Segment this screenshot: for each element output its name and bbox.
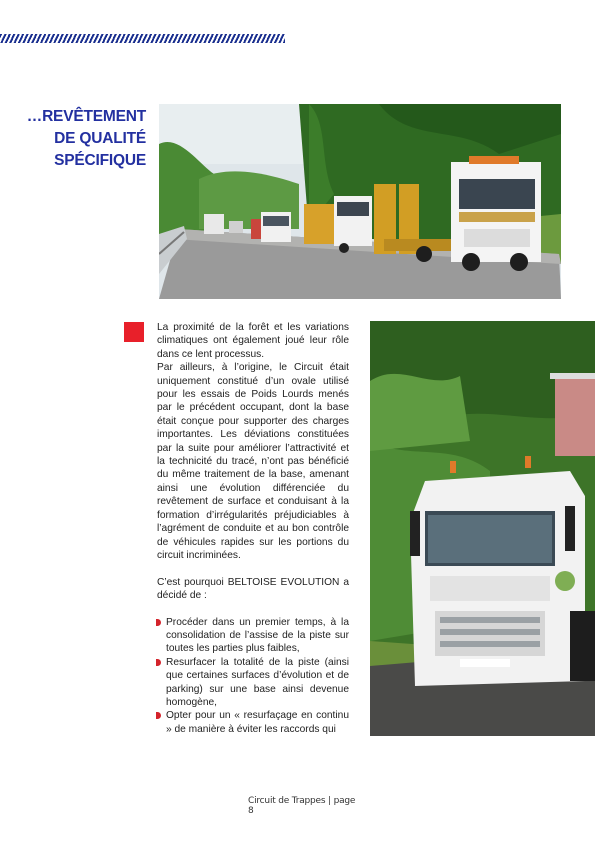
paragraph: Par ailleurs, à l’origine, le Circuit était uniquement constitué d’un ovale utilisé pour les essais de Poids Lourds menés par le précédent occupant, dont la base était conçue pour supporter des charges importantes. Les déviations constituées par la suite pour améliorer l’attractivité et la technicité du tracé, n’ont pas bénéficié du même traitement de la base, amenant ainsi une évolution différenciée du revêtement de surface et conduisant à la formation d’irrégularités préjudiciables à l’agrément de conduite et au bon contrôle de véhicules rapides sur les portions du circuit incriminées. (157, 362, 349, 561)
paragraph: La proximité de la forêt et les variations climatiques ont également joué leur rôle dans ce lent processus. (157, 322, 349, 360)
footer-label: Circuit de Trappes (248, 796, 326, 806)
title-line: SPÉCIFIQUE (54, 152, 146, 169)
red-square-marker (124, 322, 144, 342)
title-line: …REVÊTEMENT (26, 108, 146, 125)
bullet-icon (156, 619, 161, 626)
page-number: page 8 (248, 796, 356, 816)
page-footer (248, 796, 358, 816)
list-item-text: Procéder dans un premier temps, à la consolidation de l’assise de la piste sur toutes les parties plus faibles, (166, 616, 349, 655)
decorative-stripe (0, 34, 285, 43)
bullet-icon (156, 712, 161, 719)
bullet-list (157, 616, 349, 737)
section-title (20, 106, 146, 172)
list-item (157, 656, 349, 710)
footer-separator: | (328, 796, 331, 806)
list-item-text: Resurfacer la totalité de la piste (ainsi que certaines surfaces d’évolution et de parking) sur une base ainsi devenue homogène, (166, 656, 349, 708)
photo-trucks-on-road (159, 104, 561, 299)
list-item (157, 709, 349, 736)
title-line: DE QUALITÉ (54, 130, 146, 147)
list-item-text: Opter pour un « resurfaçage en continu » de manière à éviter les raccords qui (166, 710, 349, 735)
bullet-icon (156, 659, 161, 666)
photo-daf-truck (370, 321, 595, 736)
article-body (157, 321, 349, 736)
paragraph: C’est pourquoi BELTOISE EVOLUTION a décidé de : (157, 576, 349, 602)
list-item (157, 616, 349, 656)
